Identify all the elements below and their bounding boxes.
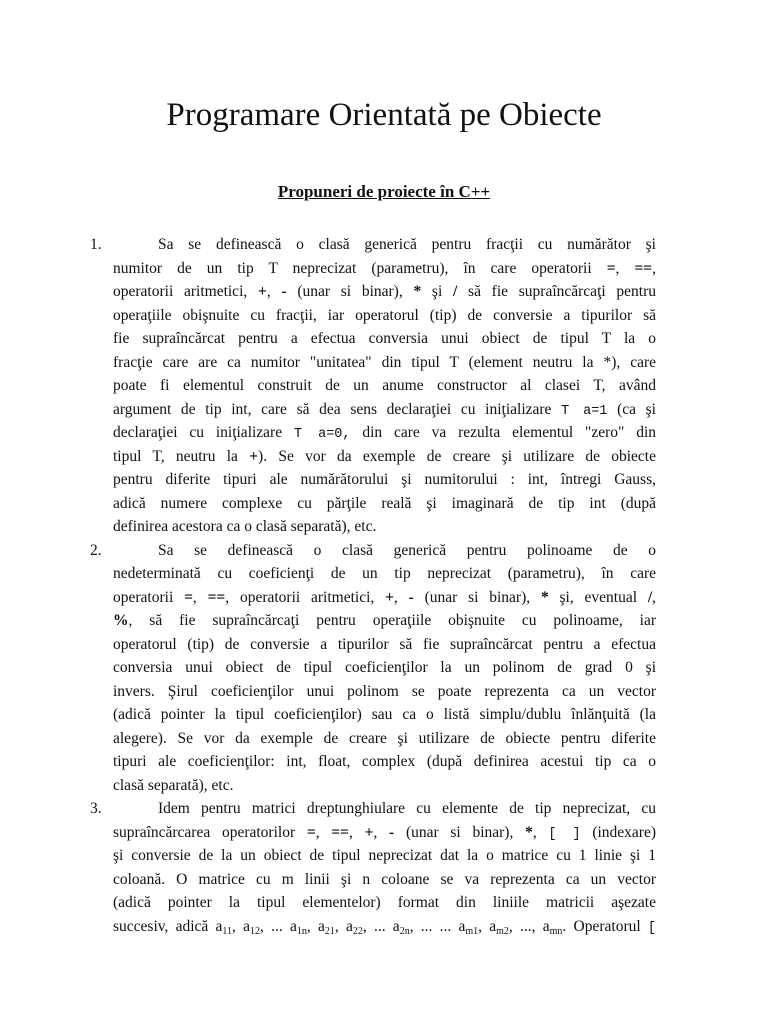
text-line: [113, 586, 656, 610]
text-line: [113, 774, 656, 798]
text-line: [113, 515, 656, 539]
text-line: [113, 398, 656, 422]
text-run: tipul T, neutru la: [113, 447, 250, 465]
text-run: (unar si binar),: [286, 283, 414, 300]
text-run: ,: [393, 588, 409, 606]
item-text: [113, 539, 656, 798]
operator-token: /: [647, 588, 653, 606]
text-run: argument de tip int, care să dea sens declaraţiei cu iniţializare: [113, 400, 562, 418]
text-run: , ... a: [362, 917, 400, 935]
code-token: [ ]: [548, 826, 581, 842]
text-run: şi, eventual: [548, 588, 648, 606]
operator-token: =: [306, 823, 316, 841]
item-text: [113, 233, 656, 539]
text-line: [113, 844, 656, 868]
text-run: ,: [348, 823, 365, 841]
subscript: 21: [324, 925, 335, 937]
text-line: [113, 609, 656, 633]
text-line: [113, 445, 656, 469]
text-line: [113, 257, 656, 281]
text-run: poate fi elementul construit de un anume constructor al clasei T, având: [113, 377, 656, 394]
text-run: ,: [532, 823, 549, 841]
text-run: (adică pointer la tipul coeficienţilor) sau ca o listă simplu/dublu înlănţuită (la: [113, 706, 656, 723]
text-run: , a: [306, 917, 325, 935]
operator-token: *: [540, 588, 549, 606]
text-run: (indexare): [580, 823, 657, 841]
text-line: [113, 374, 656, 398]
text-run: succesiv, adică a: [113, 917, 223, 935]
text-line: [113, 868, 656, 892]
operator-token: ==: [207, 588, 226, 606]
text-run: definirea acestora ca o clasă separată), etc.: [113, 518, 377, 535]
project-item: [0, 233, 768, 539]
text-run: operatorii: [113, 588, 185, 606]
text-run: (unar si binar),: [413, 588, 541, 606]
text-run: , ... ... a: [409, 917, 466, 935]
text-run: , a: [334, 917, 353, 935]
text-line: [113, 750, 656, 774]
operator-token: -: [408, 588, 414, 606]
text-line: [113, 539, 656, 563]
operator-token: ==: [331, 823, 349, 841]
text-run: nedeterminată cu coeficienţi de un tip neprecizat (parametru), în care: [113, 565, 656, 582]
operator-token: =: [606, 259, 616, 277]
text-run: ,: [266, 283, 282, 300]
text-run: ,: [373, 823, 390, 841]
subscript: 12: [250, 925, 261, 937]
text-line: [113, 915, 656, 939]
text-run: conversia unui obiect de tipul coeficienţilor la un polinom de grad 0 şi: [113, 659, 656, 676]
text-line: [113, 680, 656, 704]
project-list: [0, 233, 768, 938]
code-token: T a=0,: [293, 427, 351, 442]
text-line: [113, 280, 656, 304]
text-run: adică numere complexe cu părţile reală şi imaginară de tip int (după: [113, 494, 656, 512]
text-line: [113, 304, 656, 328]
text-line: [113, 727, 656, 751]
operator-token: ==: [634, 259, 653, 277]
operator-token: -: [389, 823, 395, 841]
code-token: [: [647, 920, 656, 936]
text-line: [113, 351, 656, 375]
document-title: Programare Orientată pe Obiecte: [166, 97, 602, 133]
text-run: , a: [232, 917, 251, 935]
operator-token: -: [281, 283, 287, 300]
text-run: . Operatorul: [562, 917, 648, 935]
operator-token: +: [249, 447, 259, 465]
subscript: 2n: [399, 925, 410, 937]
text-line: [113, 421, 656, 445]
item-number: 1.: [90, 236, 102, 253]
text-run: , a: [478, 917, 497, 935]
text-run: (ca şi: [607, 400, 656, 418]
subscript: m2: [496, 925, 509, 937]
text-line: [113, 492, 656, 516]
text-line: [113, 562, 656, 586]
text-run: fie supraîncărcat pentru a efectua conversia unui obiect de tipul T la o: [113, 330, 656, 347]
text-run: operatorul (tip) de conversie a tipurilor să fie supraîncărcat pentru a efectua: [113, 635, 656, 653]
project-item: [0, 539, 768, 798]
text-run: Sa se definească o clasă generică pentru polinoame de o: [158, 541, 656, 559]
text-run: coloană. O matrice cu m linii şi n coloane se va reprezenta ca un vector: [113, 870, 656, 888]
text-run: (adică pointer la tipul elementelor) format din liniile matricii aşezate: [113, 894, 656, 911]
text-line: [113, 468, 656, 492]
text-run: să fie supraîncărcaţi pentru: [457, 283, 657, 300]
text-run: ). Se vor da exemple de creare şi utilizare de obiecte: [258, 447, 656, 465]
operator-token: +: [385, 588, 394, 606]
operator-token: /: [453, 283, 458, 300]
text-run: , operatorii aritmetici,: [225, 588, 386, 606]
text-line: [113, 327, 656, 351]
text-run: invers. Şirul coeficienţilor unui polinom se poate reprezenta ca un vector: [113, 682, 656, 700]
text-run: Idem pentru matrici dreptunghiulare cu elemente de tip neprecizat, cu: [158, 800, 656, 817]
section-subtitle: Propuneri de proiecte în C++: [277, 182, 491, 201]
text-line: [113, 633, 656, 657]
text-run: ,: [652, 259, 656, 277]
text-run: şi conversie de la un obiect de tipul neprecizat dat la o matrice cu 1 linie şi 1: [113, 847, 656, 864]
text-run: supraîncărcarea operatorilor: [113, 823, 307, 841]
operator-token: +: [364, 823, 374, 841]
text-run: operaţiile obişnuite cu fracţii, iar operatorul (tip) de conversie a tipurilor să: [113, 306, 656, 324]
text-run: fracţie care are ca numitor "unitatea" din tipul T (element neutru la *), care: [113, 353, 656, 371]
text-run: clasă separată), etc.: [113, 776, 234, 794]
operator-token: %: [113, 612, 129, 629]
text-run: operatorii aritmetici,: [113, 283, 258, 300]
text-run: tipuri ale coeficienţilor: int, float, complex (după definirea acestui tip ca o: [113, 753, 656, 770]
text-run: şi: [421, 283, 453, 300]
item-text: [113, 797, 656, 938]
text-run: declaraţiei cu iniţializare: [113, 424, 294, 441]
operator-token: +: [257, 283, 267, 300]
text-run: ,: [615, 259, 635, 277]
item-number: 2.: [90, 541, 102, 559]
text-run: , ... a: [260, 917, 297, 935]
item-number: 3.: [90, 800, 102, 817]
project-item: [0, 797, 768, 938]
code-token: T a=1: [561, 403, 608, 419]
text-line: [113, 656, 656, 680]
subscript: 1n: [296, 925, 307, 937]
text-run: numitor de un tip T neprecizat (parametru), în care operatorii: [113, 259, 607, 277]
text-line: [113, 703, 656, 727]
subscript: m1: [465, 925, 479, 937]
operator-token: =: [184, 588, 193, 606]
subscript: 11: [222, 925, 233, 937]
text-run: , ..., a: [508, 917, 550, 935]
text-run: ,: [652, 588, 657, 606]
text-run: alegere). Se vor da exemple de creare şi utilizare de obiecte pentru diferite: [113, 729, 656, 747]
text-run: (unar si binar),: [394, 823, 526, 841]
text-line: [113, 821, 656, 845]
subscript: mn: [549, 925, 563, 937]
text-run: Sa se definească o clasă generică pentru fracţii cu numărător şi: [158, 236, 656, 253]
text-line: [113, 233, 656, 257]
text-run: , să fie supraîncărcaţi pentru operaţiile obişnuite cu polinoame, iar: [128, 612, 656, 629]
text-run: din care va rezulta elementul "zero" din: [350, 424, 656, 441]
operator-token: *: [413, 283, 422, 300]
operator-token: *: [525, 823, 533, 841]
subscript: 22: [352, 925, 363, 937]
text-run: pentru diferite tipuri ale numărătorului şi numitorului : int, întregi Gauss,: [113, 471, 656, 488]
text-run: ,: [192, 588, 208, 606]
text-line: [113, 891, 656, 915]
text-line: [113, 797, 656, 821]
text-run: ,: [315, 823, 332, 841]
